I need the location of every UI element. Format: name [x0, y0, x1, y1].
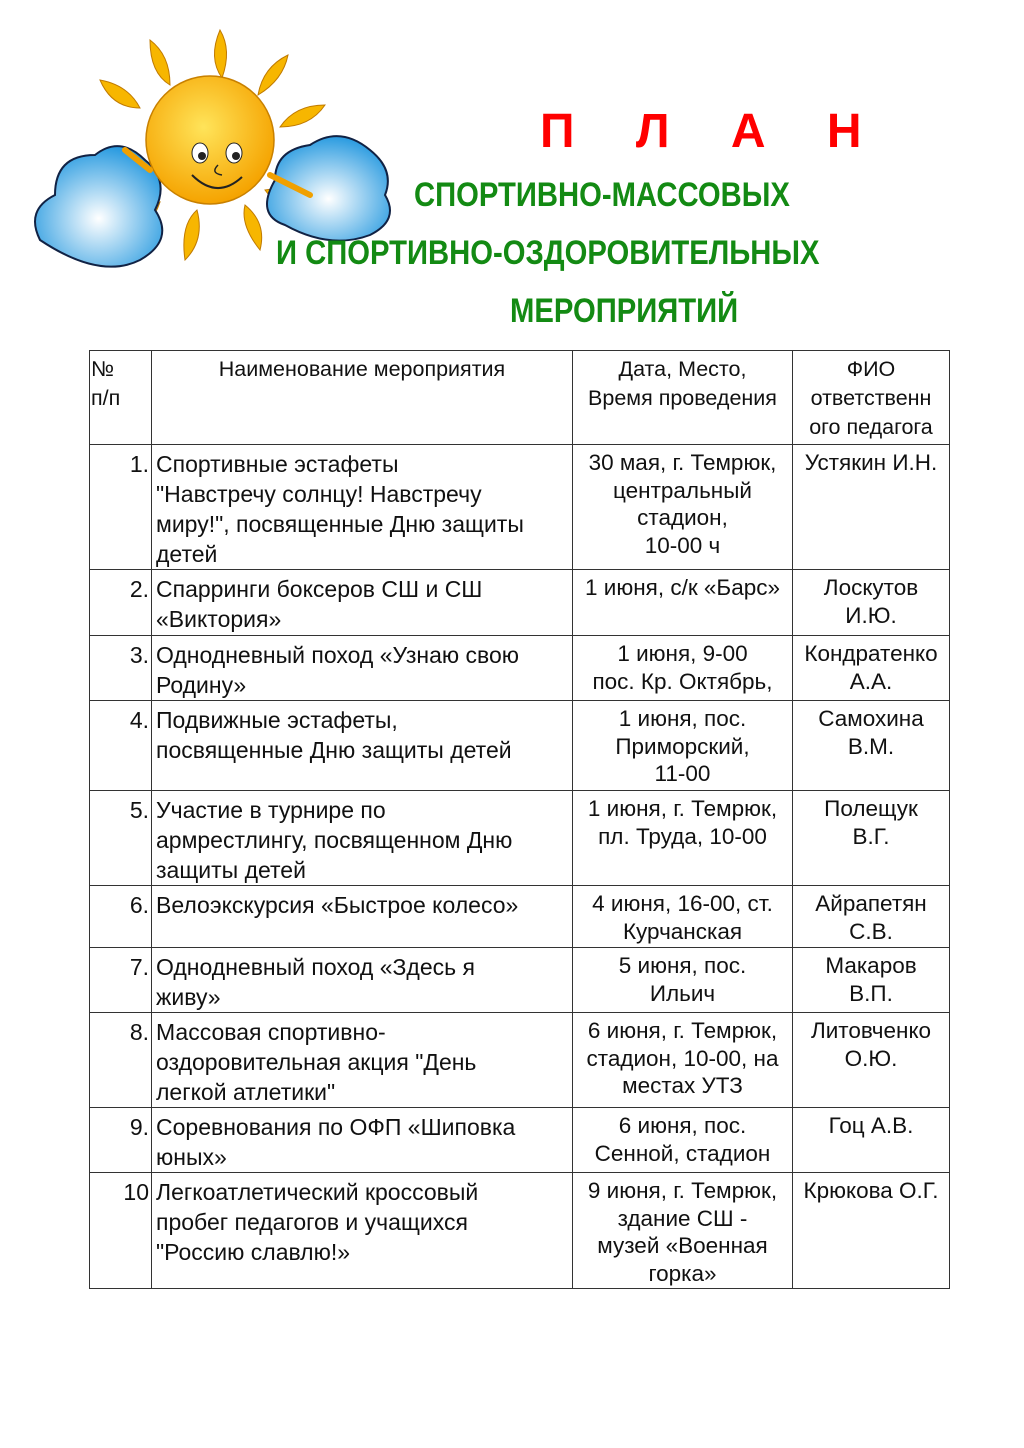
event-date-place: 1 июня, г. Темрюк, пл. Труда, 10-00	[573, 791, 793, 886]
responsible-person: Кондратенко А.А.	[793, 636, 950, 701]
table-row	[90, 701, 950, 791]
table-row	[90, 1013, 950, 1108]
event-name: Однодневный поход «Узнаю свою Родину»	[152, 636, 573, 701]
event-name: Участие в турнире по армрестлингу, посвященном Дню защиты детей	[152, 791, 573, 886]
row-number: 6.	[90, 886, 152, 948]
header-number: № п/п	[90, 351, 152, 445]
table-row	[90, 570, 950, 636]
title-line-1: СПОРТИВНО-МАССОВЫХ	[414, 176, 790, 214]
responsible-person: Макаров В.П.	[793, 948, 950, 1013]
right-cloud	[267, 136, 390, 241]
row-number: 8.	[90, 1013, 152, 1108]
event-date-place: 4 июня, 16-00, ст. Курчанская	[573, 886, 793, 948]
event-name: Массовая спортивно- оздоровительная акция "День легкой атлетики"	[152, 1013, 573, 1108]
event-name: Велоэкскурсия «Быстрое колесо»	[152, 886, 573, 948]
events-table	[89, 350, 950, 1289]
table-row	[90, 636, 950, 701]
event-date-place: 6 июня, пос. Сенной, стадион	[573, 1108, 793, 1173]
responsible-person: Устякин И.Н.	[793, 445, 950, 570]
responsible-person: Гоц А.В.	[793, 1108, 950, 1173]
row-number: 4.	[90, 701, 152, 791]
table-row	[90, 1108, 950, 1173]
event-date-place: 6 июня, г. Темрюк, стадион, 10-00, на местах УТЗ	[573, 1013, 793, 1108]
event-date-place: 1 июня, с/к «Барс»	[573, 570, 793, 636]
title-line-2: И СПОРТИВНО-ОЗДОРОВИТЕЛЬНЫХ	[276, 234, 820, 272]
title-line-3: МЕРОПРИЯТИЙ	[510, 292, 739, 330]
event-name: Спортивные эстафеты "Навстречу солнцу! Навстречу миру!", посвященные Дню защиты детей	[152, 445, 573, 570]
header-responsible: ФИО ответственн ого педагога	[793, 351, 950, 445]
event-name: Легкоатлетический кроссовый пробег педагогов и учащихся "Россию славлю!»	[152, 1173, 573, 1289]
table-row	[90, 791, 950, 886]
event-name: Однодневный поход «Здесь я живу»	[152, 948, 573, 1013]
row-number: 1.	[90, 445, 152, 570]
event-name: Спарринги боксеров СШ и СШ «Виктория»	[152, 570, 573, 636]
event-date-place: 5 июня, пос. Ильич	[573, 948, 793, 1013]
event-date-place: 9 июня, г. Темрюк, здание СШ - музей «Военная горка»	[573, 1173, 793, 1289]
table-row	[90, 445, 950, 570]
responsible-person: Литовченко О.Ю.	[793, 1013, 950, 1108]
row-number: 9.	[90, 1108, 152, 1173]
header-event-name: Наименование мероприятия	[152, 351, 573, 445]
responsible-person: Полещук В.Г.	[793, 791, 950, 886]
row-number: 10	[90, 1173, 152, 1289]
table-row	[90, 948, 950, 1013]
event-date-place: 30 мая, г. Темрюк, центральный стадион, 10-00 ч	[573, 445, 793, 570]
responsible-person: Лоскутов И.Ю.	[793, 570, 950, 636]
event-date-place: 1 июня, 9-00 пос. Кр. Октябрь,	[573, 636, 793, 701]
row-number: 7.	[90, 948, 152, 1013]
table-header-row	[90, 351, 950, 445]
responsible-person: Айрапетян С.В.	[793, 886, 950, 948]
table-row	[90, 886, 950, 948]
event-name: Подвижные эстафеты, посвященные Дню защиты детей	[152, 701, 573, 791]
responsible-person: Самохина В.М.	[793, 701, 950, 791]
responsible-person: Крюкова О.Г.	[793, 1173, 950, 1289]
header-date-place: Дата, Место, Время проведения	[573, 351, 793, 445]
document-title-plan: П Л А Н	[540, 105, 886, 158]
row-number: 2.	[90, 570, 152, 636]
event-date-place: 1 июня, пос. Приморский, 11-00	[573, 701, 793, 791]
row-number: 5.	[90, 791, 152, 886]
event-name: Соревнования по ОФП «Шиповка юных»	[152, 1108, 573, 1173]
table-row	[90, 1173, 950, 1289]
row-number: 3.	[90, 636, 152, 701]
